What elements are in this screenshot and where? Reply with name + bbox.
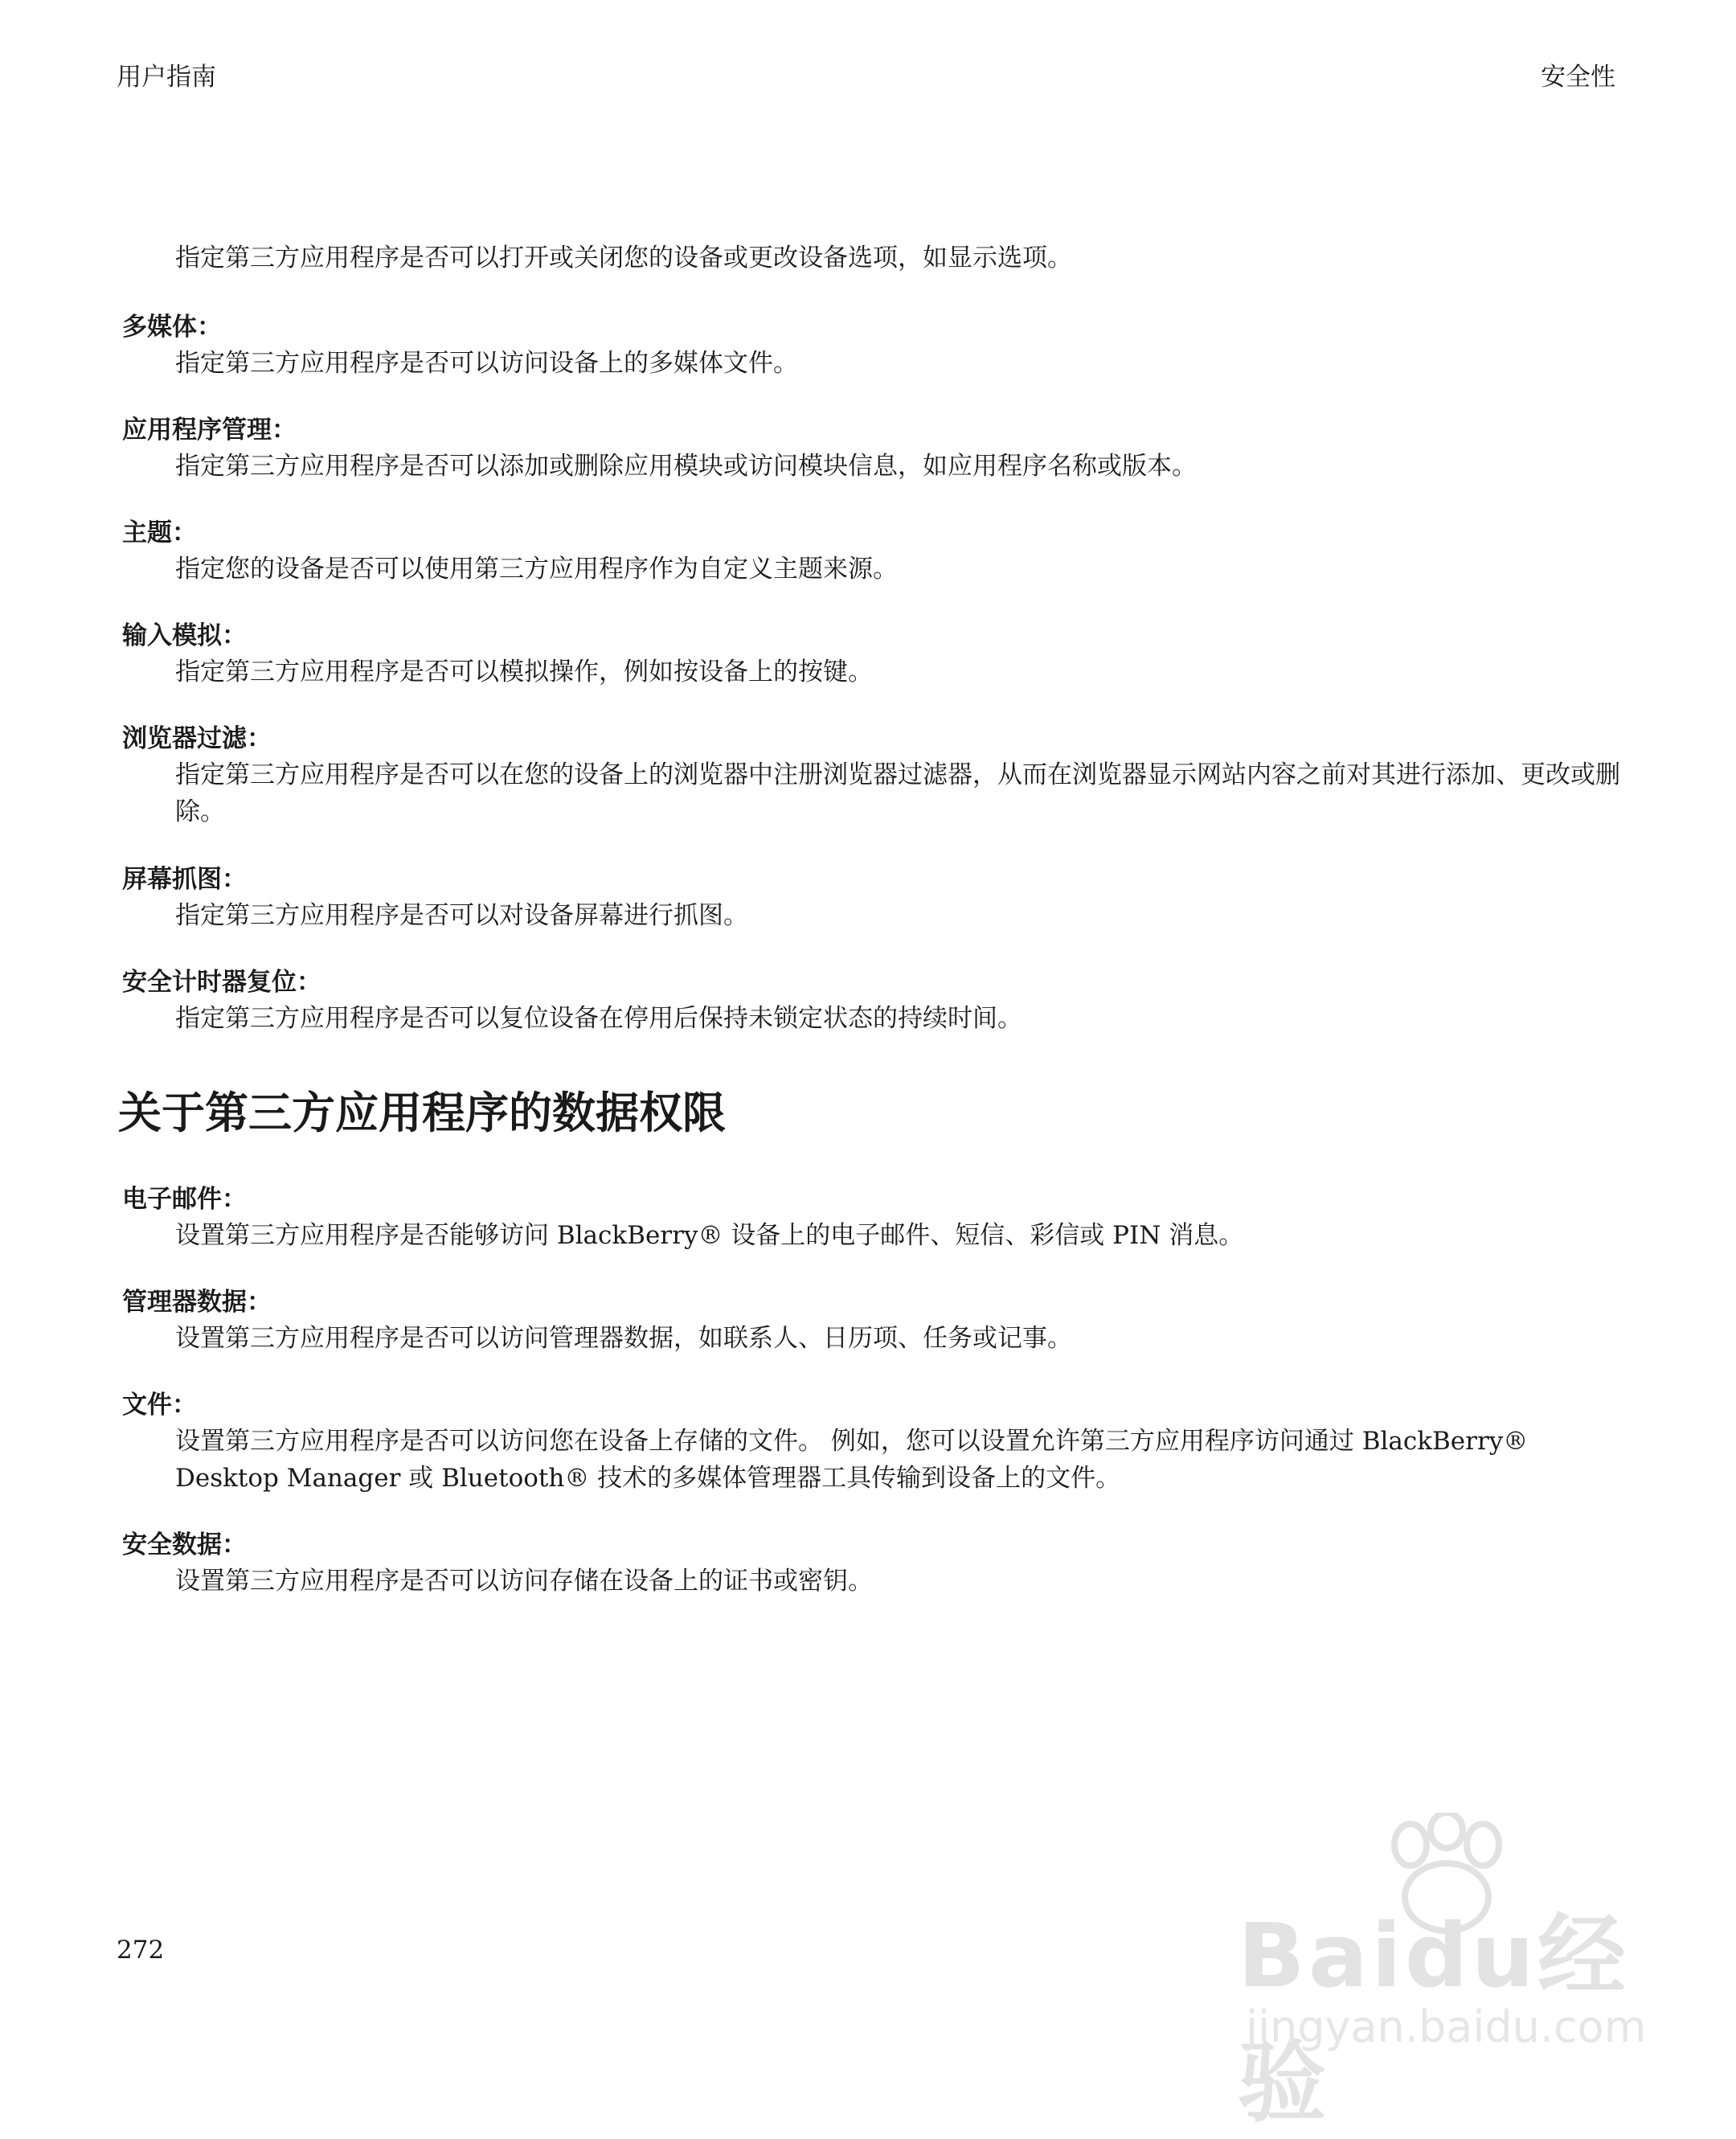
running-head-left: 用户指南 xyxy=(117,63,216,92)
definition-item-app-management xyxy=(122,412,1633,485)
term: 多媒体： xyxy=(122,313,222,342)
description: 指定第三方应用程序是否可以对设备屏幕进行抓图。 xyxy=(175,901,748,930)
definition-item-organizer-data xyxy=(122,1285,1633,1357)
description: 设置第三方应用程序是否可以访问您在设备上存储的文件。 例如，您可以设置允许第三方应用程序访问通过 BlackBerry® Desktop Manager 或 Bluetooth® 技术的多媒体管理器工具传输到设备上的文件。 xyxy=(175,1427,1529,1493)
definition-item-email xyxy=(122,1182,1633,1254)
page-number: 272 xyxy=(117,1936,165,1965)
term: 屏幕抓图： xyxy=(122,865,247,894)
term: 输入模拟： xyxy=(122,621,247,650)
description: 指定您的设备是否可以使用第三方应用程序作为自定义主题来源。 xyxy=(175,555,898,584)
description: 指定第三方应用程序是否可以访问设备上的多媒体文件。 xyxy=(175,349,798,378)
term: 应用程序管理： xyxy=(122,416,297,445)
term: 主题： xyxy=(122,518,197,547)
term: 浏览器过滤： xyxy=(122,724,272,753)
watermark-url: jingyan.baidu.com xyxy=(1246,2002,1647,2052)
definition-item-input-simulation xyxy=(122,618,1633,690)
description: 设置第三方应用程序是否可以访问管理器数据，如联系人、日历项、任务或记事。 xyxy=(175,1324,1072,1353)
definition-item-files xyxy=(122,1387,1633,1497)
definition-item-screenshot xyxy=(122,862,1633,934)
description: 指定第三方应用程序是否可以添加或删除应用模块或访问模块信息，如应用程序名称或版本。 xyxy=(175,452,1197,481)
watermark-brand: Baidu经验 xyxy=(1238,1904,1629,2134)
description: 指定第三方应用程序是否可以模拟操作，例如按设备上的按键。 xyxy=(175,658,873,686)
description: 设置第三方应用程序是否能够访问 BlackBerry® 设备上的电子邮件、短信、彩信或 PIN 消息。 xyxy=(175,1221,1244,1250)
term: 安全数据： xyxy=(122,1530,247,1559)
definition-item-security-timer-reset xyxy=(122,965,1633,1037)
section-title: 关于第三方应用程序的数据权限 xyxy=(118,1088,726,1138)
description: 指定第三方应用程序是否可以复位设备在停用后保持未锁定状态的持续时间。 xyxy=(175,1004,1022,1033)
lead-paragraph: 指定第三方应用程序是否可以打开或关闭您的设备或更改设备选项，如显示选项。 xyxy=(175,244,1072,272)
baidu-watermark xyxy=(1230,1813,1648,2134)
definition-item-security-data xyxy=(122,1527,1633,1600)
definition-item-theme xyxy=(122,515,1633,588)
term: 管理器数据： xyxy=(122,1288,272,1317)
term: 文件： xyxy=(122,1391,197,1420)
definition-item-multimedia xyxy=(122,309,1633,382)
description: 指定第三方应用程序是否可以在您的设备上的浏览器中注册浏览器过滤器，从而在浏览器显示网站内容之前对其进行添加、更改或删除。 xyxy=(175,760,1620,826)
running-head-right: 安全性 xyxy=(1541,63,1615,92)
term: 安全计时器复位： xyxy=(122,968,321,997)
definition-item-browser-filter xyxy=(122,721,1633,830)
description: 设置第三方应用程序是否可以访问存储在设备上的证书或密钥。 xyxy=(175,1567,873,1596)
term: 电子邮件： xyxy=(122,1185,247,1214)
